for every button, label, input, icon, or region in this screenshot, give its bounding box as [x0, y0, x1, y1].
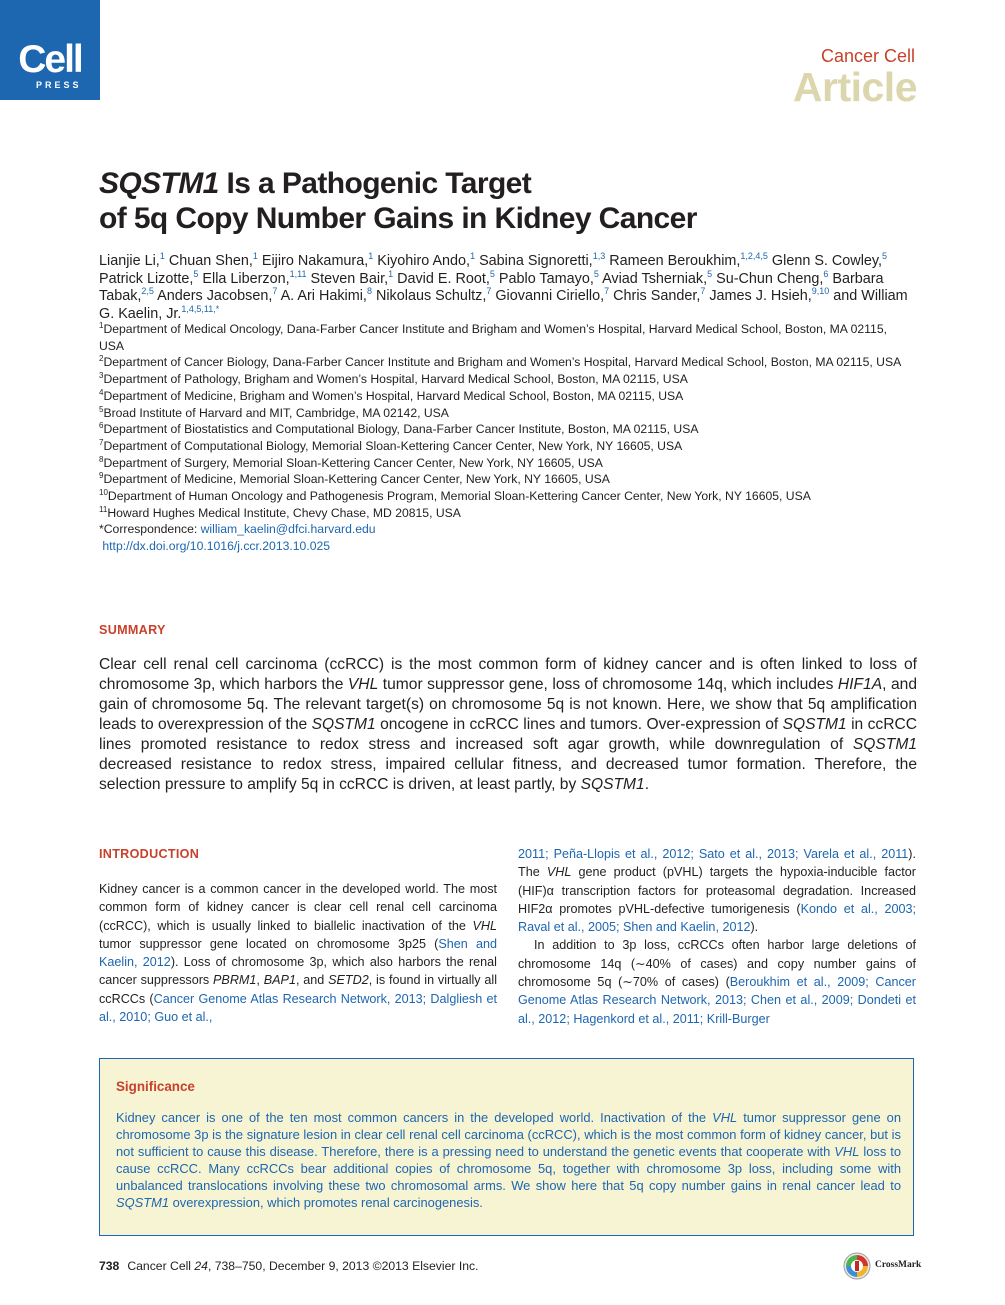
author-affiliation-marker[interactable]: 7 [604, 286, 610, 297]
citation-link[interactable]: 2011; Peña-Llopis et al., 2012; Sato et al., 2013; Varela et al., 2011 [518, 847, 909, 861]
affiliation-row [99, 438, 909, 455]
affiliation-number: 7 [99, 437, 104, 447]
page-footer [99, 1259, 478, 1273]
affiliation-number: 3 [99, 371, 104, 381]
author-affiliation-marker[interactable]: 8 [366, 286, 372, 297]
author-affiliation-marker[interactable]: 5 [882, 251, 888, 262]
author-name: Chris Sander, [613, 288, 701, 304]
author-name: Rameen Beroukhim, [609, 253, 741, 269]
author-affiliation-marker[interactable]: 1 [159, 251, 165, 262]
intro-gene: BAP1 [263, 973, 296, 988]
affiliation-number: 11 [99, 504, 108, 514]
author-name: Glenn S. Cowley, [771, 253, 883, 269]
author-name: Steven Bair, [310, 270, 389, 287]
author-affiliation-marker[interactable]: 7 [272, 286, 278, 297]
summary-part: , and gain of chromosome 5q. The relevant target(s) on chromosome 5q is not known. Here, we show that 5q amplification leads to overexpression of the [99, 676, 918, 733]
author-name: Kiyohiro Ando, [377, 253, 471, 269]
logo-press-text: PRESS [36, 80, 82, 90]
affiliation-row [99, 455, 909, 472]
affiliation-number: 10 [99, 487, 108, 497]
author [376, 288, 491, 304]
author [262, 253, 373, 269]
crossmark-badge[interactable] [843, 1252, 922, 1280]
author-affiliation-marker[interactable]: 5 [489, 268, 495, 279]
affiliation-text: Department of Medicine, Brigham and Women’s Hospital, Harvard Medical School, Boston, MA 02115, USA [103, 388, 684, 403]
cell-press-logo [0, 0, 100, 100]
intro-gene: VHL [546, 865, 572, 880]
summary-part: Clear cell renal cell carcinoma (ccRCC) is the most common form of kidney cancer and is often linked to loss of chromosome 3p, which harbors the [99, 656, 917, 693]
introduction-heading: INTRODUCTION [99, 847, 200, 861]
affiliation-text: Department of Medicine, Memorial Sloan-Kettering Cancer Center, New York, NY 16605, USA [103, 472, 610, 487]
author-affiliation-marker[interactable]: 5 [707, 268, 713, 279]
author-affiliation-marker[interactable]: 1 [252, 251, 258, 262]
intro-gene: PBRM1 [213, 973, 257, 988]
author-name: A. Ari Hakimi, [280, 288, 367, 304]
summary-part: decreased resistance to redox stress, impaired cellular fitness, and decreased tumor formation. Therefore, the selection pressure to amplify 5q in ccRCC is driven, at least partly, by [99, 756, 917, 793]
author-name: Anders Jacobsen, [157, 288, 273, 304]
author-affiliation-marker[interactable]: 1,3 [592, 251, 606, 262]
affiliation-number: 2 [99, 354, 104, 364]
intro-text: gene product (pVHL) targets the hypoxia-inducible factor (HIF)α transcription factors for proteasomal degradation. Increased HIF2α promotes pVHL-defective tumorigenesis ( [518, 865, 916, 916]
author-affiliation-marker[interactable]: 1,11 [289, 268, 307, 279]
title-line2: of 5q Copy Number Gains in Kidney Cancer [99, 202, 697, 235]
author-name: Barbara Tabak, [99, 270, 884, 304]
intro-left-column [99, 880, 497, 1026]
article-type: Article [792, 64, 917, 110]
summary-part: oncogene in ccRCC lines and tumors. Over-expression of [375, 716, 783, 733]
affiliation-row [99, 421, 909, 438]
crossmark-label: CrossMark [875, 1260, 922, 1270]
author-affiliation-marker[interactable]: 1 [388, 268, 394, 279]
summary-gene: SQSTM1 [311, 716, 376, 733]
author-list [99, 253, 909, 323]
author [613, 288, 705, 304]
article-title [99, 166, 859, 236]
author [169, 253, 258, 269]
intro-text: , and [295, 973, 329, 988]
author-name: Nikolaus Schultz, [375, 288, 487, 304]
affiliation-number: 6 [99, 421, 104, 431]
author-name: Pablo Tamayo, [498, 270, 594, 287]
author-name: and William G. Kaelin, Jr. [99, 288, 908, 322]
correspondence-label: *Correspondence: [99, 522, 201, 537]
summary-gene: HIF1A [837, 676, 883, 693]
author-affiliation-marker[interactable]: 5 [193, 268, 199, 279]
affiliation-number: 9 [99, 471, 104, 481]
footer-volume: 24 [194, 1259, 208, 1273]
author-name: Ella Liberzon, [202, 270, 290, 287]
author [479, 253, 605, 269]
affiliation-text: Department of Pathology, Brigham and Women’s Hospital, Harvard Medical School, Boston, MA 02115, USA [103, 372, 688, 387]
author [377, 253, 475, 269]
title-line1: Is a Pathogenic Target [218, 167, 532, 200]
title-gene: SQSTM1 [99, 167, 219, 200]
affiliations [99, 321, 909, 555]
footer-journal: Cancer Cell [127, 1259, 195, 1273]
intro-gene: SETD2 [328, 973, 369, 988]
affiliation-row [99, 388, 909, 405]
author-name: Patrick Lizotte, [99, 270, 194, 287]
affiliation-row [99, 371, 909, 388]
author-affiliation-marker[interactable]: 9,10 [811, 286, 830, 297]
significance-part: loss to cause ccRCC. Many ccRCCs bear additional copies of chromosome 5q, together with chromosome 3p loss, including some with unbalanced translocations involving these two chromosomal arms. We show here that 5q copy number gains in renal cancer lead to [116, 1144, 901, 1193]
affiliation-text: Department of Human Oncology and Pathogenesis Program, Memorial Sloan-Kettering Cancer Center, New York, NY 16605, USA [107, 489, 811, 504]
author-name: Aviad Tsherniak, [602, 270, 708, 287]
summary-part: tumor suppressor gene, loss of chromosome 14q, which includes [378, 676, 838, 693]
summary-gene: VHL [347, 676, 379, 693]
author-name: Chuan Shen, [168, 253, 253, 269]
summary-part: in ccRCC lines promoted resistance to redox stress and increased soft agar growth, while downregulation of [99, 716, 917, 753]
author [157, 288, 277, 304]
author [99, 253, 165, 269]
correspondence-email-link[interactable]: william_kaelin@dfci.harvard.edu [200, 522, 376, 537]
author-affiliation-marker[interactable]: 6 [823, 268, 829, 279]
affiliation-row [99, 505, 909, 522]
summary-text [99, 655, 917, 795]
affiliation-row [99, 405, 909, 422]
affiliation-number: 5 [99, 404, 104, 414]
author-name: James J. Hsieh, [709, 288, 812, 304]
intro-right-column [518, 845, 916, 1028]
significance-gene: VHL [712, 1110, 738, 1125]
author-name: Lianjie Li, [99, 253, 160, 269]
affiliation-text: Broad Institute of Harvard and MIT, Cambridge, MA 02142, USA [103, 405, 449, 420]
author [716, 268, 829, 287]
summary-heading: SUMMARY [99, 623, 166, 637]
author [397, 268, 495, 287]
intro-text: , [256, 973, 264, 988]
intro-text: ). [750, 920, 759, 935]
significance-part: overexpression, which promotes renal carcinogenesis. [169, 1195, 483, 1210]
citation-link[interactable]: Beroukhim et al., 2009; Cancer Genome Atlas Research Network, 2013; Chen et al., 2009; Dondeti et al., 2012; Hagenkord et al., 2011; Krill-Burger [518, 975, 916, 1026]
doi-link[interactable]: http://dx.doi.org/10.1016/j.ccr.2013.10.025 [102, 539, 331, 554]
correspondence [99, 521, 909, 538]
affiliation-text: Department of Cancer Biology, Dana-Farber Cancer Institute and Brigham and Women’s Hospital, Harvard Medical School, Boston, MA 02115, USA [103, 355, 902, 370]
author-affiliation-marker[interactable]: 1,4,5,11,* [181, 303, 220, 314]
crossmark-icon [843, 1252, 871, 1280]
author-name: Su-Chun Cheng, [716, 270, 824, 287]
affiliation-text: Department of Biostatistics and Computational Biology, Dana-Farber Cancer Institute, Boston, MA 02115, USA [103, 422, 699, 437]
intro-text: ). The [518, 847, 916, 880]
author [498, 268, 599, 287]
citation-link[interactable]: Kondo et al., 2003; Raval et al., 2005; Shen and Kaelin, 2012 [518, 901, 916, 935]
author-affiliation-marker[interactable]: 2,5 [141, 286, 154, 297]
citation-link[interactable]: Cancer Genome Atlas Research Network, 2013; Dalgliesh et al., 2010; Guo et al., [99, 991, 497, 1025]
affiliation-text: Department of Computational Biology, Memorial Sloan-Kettering Cancer Center, New York, NY 16605, USA [103, 438, 683, 453]
significance-box [99, 1058, 914, 1236]
affiliation-row [99, 354, 909, 371]
author-name: Giovanni Ciriello, [495, 288, 605, 304]
author [202, 268, 307, 287]
significance-text [116, 1109, 901, 1211]
affiliation-number: 8 [99, 454, 104, 464]
author [310, 268, 394, 287]
affiliation-row [99, 488, 909, 505]
citation-link[interactable]: Shen and Kaelin, 2012 [99, 936, 497, 970]
author-affiliation-marker[interactable]: 5 [593, 268, 599, 279]
affiliation-number: 1 [99, 320, 104, 330]
significance-heading: Significance [116, 1079, 195, 1094]
intro-text: Kidney cancer is a common cancer in the developed world. The most common form of kidney cancer is clear cell renal cell carcinoma (ccRCC), which is usually linked to biallelic inactivation of the [99, 882, 497, 933]
author-name: Sabina Signoretti, [479, 253, 593, 269]
intro-text: ). Loss of chromosome 3p, which also harbors the renal cancer suppressors [99, 955, 497, 988]
author-affiliation-marker[interactable]: 7 [700, 286, 706, 297]
footer-citation: , 738–750, December 9, 2013 ©2013 Elsevier Inc. [207, 1259, 479, 1273]
significance-gene: SQSTM1 [116, 1195, 170, 1210]
author-name: Eijiro Nakamura, [261, 253, 369, 269]
affiliation-number: 4 [99, 387, 104, 397]
author-affiliation-marker[interactable]: 7 [486, 286, 492, 297]
summary-gene: SQSTM1 [580, 776, 645, 793]
author [609, 253, 768, 269]
affiliation-row [99, 321, 909, 354]
author-affiliation-marker[interactable]: 1 [470, 251, 476, 262]
author [602, 268, 713, 287]
summary-part: . [644, 776, 650, 793]
author-affiliation-marker[interactable]: 1,2,4,5 [740, 251, 768, 262]
author [772, 253, 887, 269]
author-name: David E. Root, [397, 270, 490, 287]
affiliation-row [99, 471, 909, 488]
doi [99, 538, 909, 555]
author [709, 288, 829, 304]
intro-text: , is found in virtually all ccRCCs ( [99, 973, 497, 1006]
significance-part: tumor suppressor gene on chromosome 3p is the signature lesion in clear cell renal cell carcinoma (ccRCC), which is the most common form of kidney cancer, but is not sufficient to cause this disease. Therefore, there is a pressing need to understand the genetic events that cooperate with [116, 1110, 902, 1159]
author-affiliation-marker[interactable]: 1 [368, 251, 374, 262]
intro-text: In addition to 3p loss, ccRCCs often harbor large deletions of chromosome 14q (∼40% of cases) and copy number gains of chromosome 5q (∼70% of cases) ( [518, 938, 916, 990]
author [495, 288, 609, 304]
intro-gene: VHL [472, 918, 497, 933]
author [281, 288, 372, 304]
summary-gene: SQSTM1 [852, 736, 917, 753]
significance-part: Kidney cancer is one of the ten most common cancers in the developed world. Inactivation of the [116, 1110, 713, 1125]
affiliation-text: Department of Medical Oncology, Dana-Farber Cancer Institute and Brigham and Women’s Hospital, Harvard Medical School, Boston, MA 02115, USA [99, 322, 887, 353]
intro-text: tumor suppressor gene located on chromosome 3p25 ( [99, 936, 439, 951]
affiliation-text: Department of Surgery, Memorial Sloan-Kettering Cancer Center, New York, NY 16605, USA [103, 455, 603, 470]
author [99, 268, 199, 287]
affiliation-text: Howard Hughes Medical Institute, Chevy Chase, MD 20815, USA [107, 505, 461, 520]
journal-name: Cancer Cell [820, 46, 915, 66]
logo-cell-text: Cell [18, 38, 82, 81]
page-number: 738 [99, 1259, 120, 1273]
significance-gene: VHL [834, 1144, 860, 1159]
summary-gene: SQSTM1 [782, 716, 847, 733]
